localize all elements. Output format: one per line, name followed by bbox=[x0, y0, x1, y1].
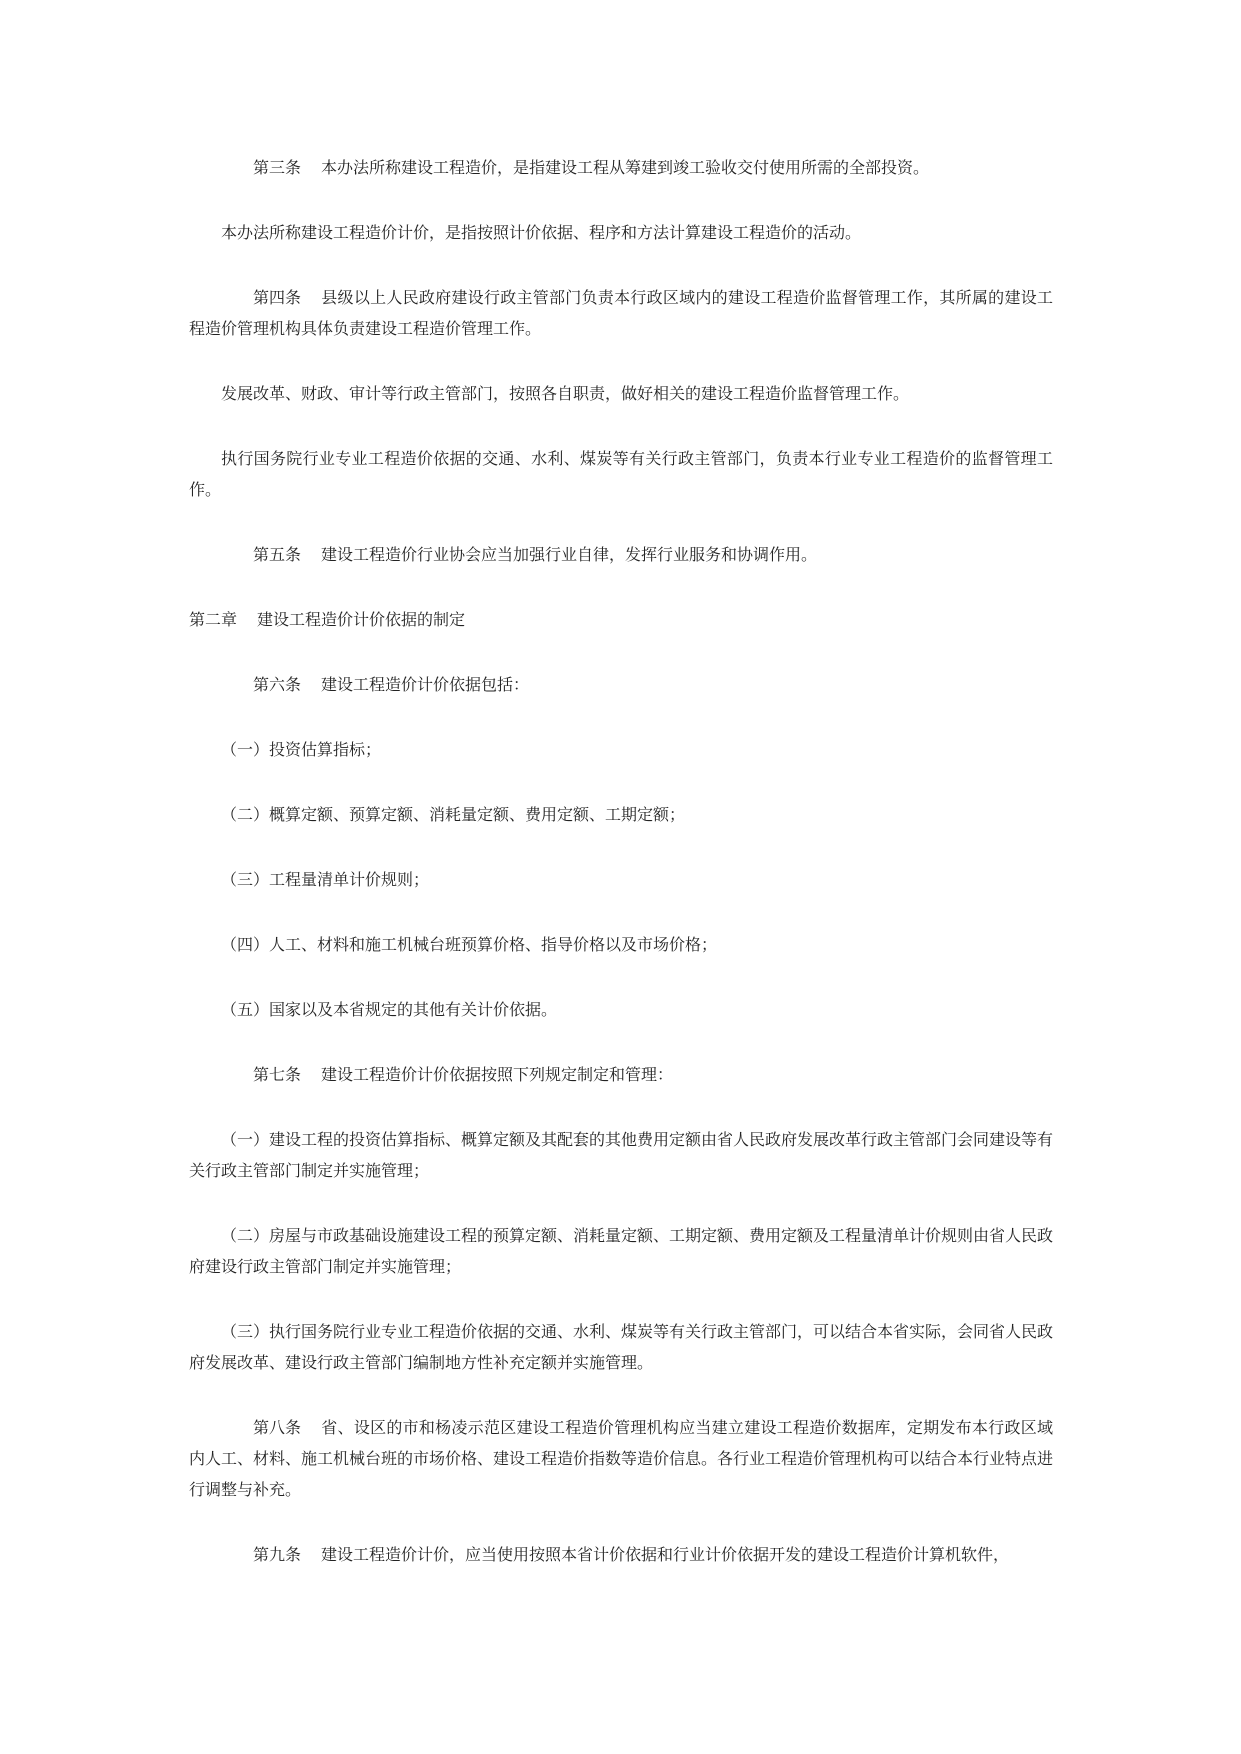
article-label: 第三条 bbox=[253, 158, 302, 177]
list-item-text: （二）房屋与市政基础设施建设工程的预算定额、消耗量定额、工期定额、费用定额及工程量清单计价规则由省人民政府建设行政主管部门制定并实施管理； bbox=[189, 1226, 1054, 1276]
paragraph-text: 执行国务院行业专业工程造价依据的交通、水利、煤炭等有关行政主管部门，负责本行业专业工程造价的监督管理工作。 bbox=[189, 449, 1053, 499]
article-text: 建设工程造价行业协会应当加强行业自律，发挥行业服务和协调作用。 bbox=[321, 545, 818, 564]
article-6 bbox=[189, 669, 1053, 700]
article-label: 第四条 bbox=[253, 288, 302, 307]
list-item-text: （二）概算定额、预算定额、消耗量定额、费用定额、工期定额； bbox=[221, 805, 686, 824]
article-text: 省、设区的市和杨凌示范区建设工程造价管理机构应当建立建设工程造价数据库，定期发布本行政区域内人工、材料、施工机械台班的市场价格、建设工程造价指数等造价信息。各行业工程造价管理机构可以结合本行业特点进行调整与补充。 bbox=[189, 1418, 1054, 1499]
list-item-text: （一）建设工程的投资估算指标、概算定额及其配套的其他费用定额由省人民政府发展改革行政主管部门会同建设等有关行政主管部门制定并实施管理； bbox=[189, 1130, 1054, 1180]
paragraph-text: 发展改革、财政、审计等行政主管部门，按照各自职责，做好相关的建设工程造价监督管理工作。 bbox=[221, 384, 910, 403]
article-label: 第八条 bbox=[253, 1418, 302, 1437]
list-item-text: （三）执行国务院行业专业工程造价依据的交通、水利、煤炭等有关行政主管部门，可以结合本省实际，会同省人民政府发展改革、建设行政主管部门编制地方性补充定额并实施管理。 bbox=[189, 1322, 1054, 1372]
paragraph bbox=[189, 378, 1053, 409]
list-item-text: （五）国家以及本省规定的其他有关计价依据。 bbox=[221, 1000, 558, 1019]
article-label: 第七条 bbox=[253, 1065, 302, 1084]
article-5 bbox=[189, 539, 1053, 570]
article-7 bbox=[189, 1059, 1053, 1090]
list-item bbox=[189, 1124, 1053, 1186]
list-item bbox=[189, 929, 1053, 960]
paragraph bbox=[189, 217, 1053, 248]
list-item bbox=[189, 864, 1053, 895]
article-3 bbox=[189, 152, 1053, 183]
article-text: 建设工程造价计价依据包括： bbox=[321, 675, 530, 694]
paragraph-text: 本办法所称建设工程造价计价，是指按照计价依据、程序和方法计算建设工程造价的活动。 bbox=[221, 223, 862, 242]
list-item bbox=[189, 1220, 1053, 1282]
list-item-text: （一）投资估算指标； bbox=[221, 740, 382, 759]
article-9 bbox=[189, 1539, 1053, 1570]
article-text: 建设工程造价计价依据按照下列规定制定和管理： bbox=[321, 1065, 674, 1084]
article-text: 建设工程造价计价，应当使用按照本省计价依据和行业计价依据开发的建设工程造价计算机软件， bbox=[321, 1545, 1010, 1564]
list-item-text: （四）人工、材料和施工机械台班预算价格、指导价格以及市场价格； bbox=[221, 935, 718, 954]
document-body bbox=[189, 152, 1053, 1604]
article-text: 县级以上人民政府建设行政主管部门负责本行政区域内的建设工程造价监督管理工作，其所属的建设工程造价管理机构具体负责建设工程造价管理工作。 bbox=[189, 288, 1053, 338]
article-4 bbox=[189, 282, 1053, 344]
list-item bbox=[189, 799, 1053, 830]
article-label: 第五条 bbox=[253, 545, 302, 564]
list-item bbox=[189, 734, 1053, 765]
list-item bbox=[189, 1316, 1053, 1378]
list-item-text: （三）工程量清单计价规则； bbox=[221, 870, 430, 889]
chapter-title: 建设工程造价计价依据的制定 bbox=[257, 610, 466, 629]
article-8 bbox=[189, 1412, 1053, 1505]
list-item bbox=[189, 994, 1053, 1025]
article-text: 本办法所称建设工程造价，是指建设工程从筹建到竣工验收交付使用所需的全部投资。 bbox=[321, 158, 930, 177]
chapter-heading bbox=[189, 604, 1053, 635]
chapter-label: 第二章 bbox=[189, 610, 238, 629]
article-label: 第六条 bbox=[253, 675, 302, 694]
article-label: 第九条 bbox=[253, 1545, 302, 1564]
paragraph bbox=[189, 443, 1053, 505]
